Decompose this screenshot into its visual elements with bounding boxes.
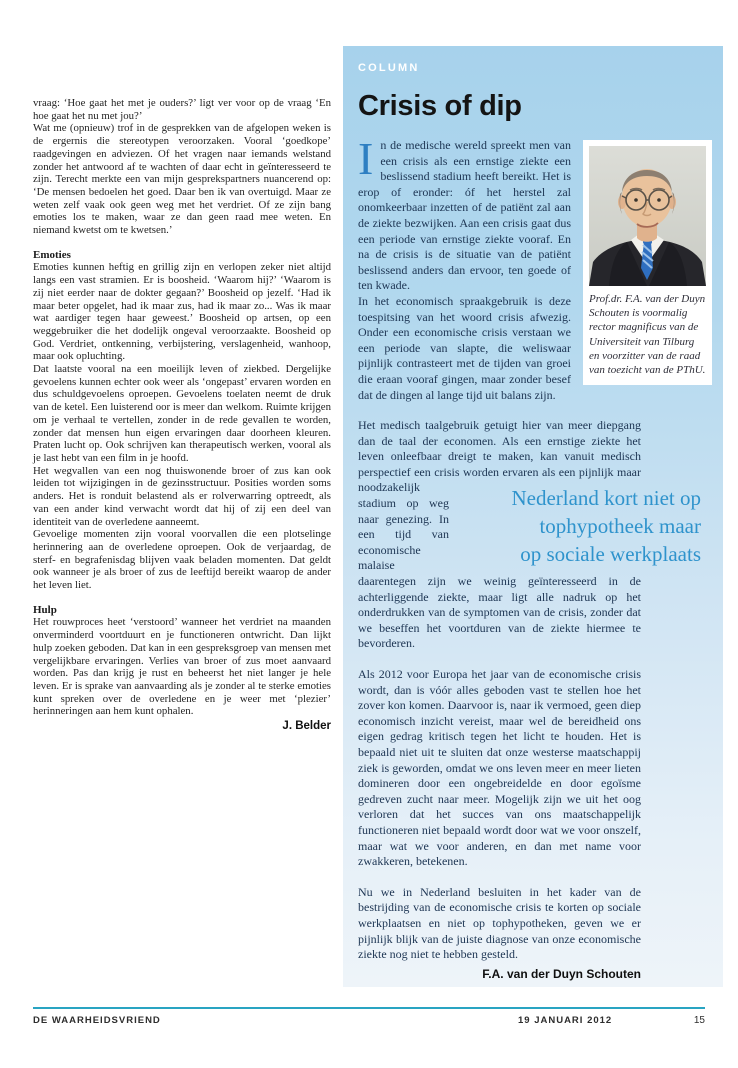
section-heading-emoties: Emoties: [33, 248, 71, 261]
column-body: [358, 133, 706, 982]
article-paragraph: Dat laatste vooral na een moeilijk leven of ziekbed. Dergelijke gevoelens kunnen echter ook weer als ‘ongepast’ ervaren worden en dus schuldgevoelens oproepen. Gevoelens toelaten neemt de druk van de ketel. Een luisterend oor is meer dan welkom. Ruimte krijgen om je verhaal te vertellen, zonder in de rede gevallen te worden, zonder dat mensen hun eigen ervaringen daar doorheen kleuren. Praten lucht op. Ook schrijven kan therapeutisch werken, vooral als je last hebt van een film in je hoofd.: [33, 363, 331, 464]
pull-quote-line: tophypotheek maar: [539, 514, 701, 539]
article-paragraph: Gevoelige momenten zijn vooral voorvallen die een plotselinge herinnering aan de overledene oproepen. Ook de verjaardag, de sterf- en begrafenisdag blijven vaak beladen momenten. Dat geldt ook wanneer je als broer of zus de leeftijd bereikt waarop de ander het leven liet.: [33, 528, 331, 592]
column-paragraph: Als 2012 voor Europa het jaar van de economische crisis wordt, dan is vóór alles geboden vast te stellen hoe het zover kon komen. Daarvoor is, naar ik vermoed, geen diep economisch inzicht vereist, maar wel de bereidheid ons eigen gedrag kritisch tegen het licht te houden. Het is bepaald niet uit te sluiten dat onze westerse maatschappij ziek is geworden, omdat we ons leven meer en meer lieten domineren door een ongebreidelde en door egoïsme gedreven zucht naar meer. Mogelijk zijn we uit het oog verloren dat het succes van ons maatschappelijk functioneren niet bepaald wordt door wat we voor onszelf, maar wat we voor anderen, en dan met name voor zwakkeren, betekenen.: [358, 667, 641, 869]
column-paragraph: Nu we in Nederland besluiten in het kader van de bestrijding van de economische crisis te korten op sociale werkplaatsen en niet op tophypotheken, geven we er pijnlijk blijk van de juiste diagnose van onze economische ziekte nog niet te hebben gesteld.: [358, 884, 641, 962]
column-paragraph: [358, 418, 701, 652]
author-photo-box: [583, 140, 712, 385]
column-title: Crisis of dip: [358, 90, 522, 122]
column-panel: [343, 46, 723, 987]
column-author: F.A. van der Duyn Schouten: [482, 966, 641, 981]
pull-quote-line: op sociale werkplaats: [520, 542, 701, 567]
article-paragraph: Het wegvallen van een nog thuiswonende broer of zus kan ook leiden tot wijzigingen in de gezinsstructuur. Posities worden soms anders. Het is ronduit belastend als er rolverwarring optreedt, als van een ander kind verwacht wordt dat hij of zij een deel van identiteit van de overledene aanneemt.: [33, 464, 331, 528]
left-article-column: [33, 97, 331, 733]
column-paragraph-text: n de medische wereld spreekt men van een crisis als een ernstige ziekte een beslissend stadium heeft bereikt. Het is erop of eronder: óf het herstel zal onomkeerbaar inzetten of de patiënt zal aan de ziekte bezwijken. Aan een crisis gaat dus een periode van ernstige ziekte vooraf. En na de crisis is de situatie van de patiënt beslissend anders dan ervoor, ten goede of ten kwade.: [358, 138, 571, 293]
pull-quote-line: Nederland kort niet op: [511, 486, 701, 511]
article-paragraph: Emoties kunnen heftig en grillig zijn en verlopen zeker niet altijd langs een vast stramien. Er is boosheid. ‘Waarom hij?’ ‘Waarom is zij niet eerder naar de dokter gegaan?’ Boosheid op jezelf. ‘Had ik maar beter opgelet, had ik maar zus, had ik maar zo... Was ik maar wat aardiger tegen haar geweest.’ Boosheid op artsen, op een weggebruiker die het dodelijk ongeval veroorzaakte. Boosheid op God. Verdriet, ontkenning, verbijstering, verslagenheid, wanhoop, maar ook opluchting.: [33, 261, 331, 363]
pull-quote: [463, 484, 701, 568]
column-paragraph-text: als een pijnlijk maar noodzakelijk stadium op weg naar genezing. In een tijd van economische malaise daarentegen zijn we weinig geïnteresseerd in de achterliggende ziekte, maar ligt alle nadruk op het onderdrukken van de symptomen van de crisis, zonder dat we beseffen het voortduren van de ziekte hiermee te bevorderen.: [358, 464, 642, 651]
footer-page-number: 15: [693, 1015, 705, 1026]
article-author: J. Belder: [282, 720, 331, 733]
section-heading-hulp: Hulp: [33, 603, 57, 616]
article-paragraph: Het rouwproces heet ‘verstoord’ wanneer het verdriet na maanden onverminderd voortduurt en je functioneren ontwricht. Dan lijkt hulp zoeken geboden. Dat kan in een gespreksgroep van mensen met vergelijkbare ervaringen. Verlies van broer of zus moet aanvaard worden. Pas dan krijg je rust en beheerst het niet langer je hele leven. Er is sprake van aanvaarding als je zonder al te sterke emoties kunt spreken over de overledene en je weer met ‘plezier’ herinneringen aan hem kunt ophalen.: [33, 616, 331, 718]
photo-caption: Prof.dr. F.A. van der Duyn Schouten is voormalig rector magnificus van de Universiteit van Tilburg en voorzitter van de raad van toezicht van de PThU.: [589, 293, 706, 377]
column-paragraph: In het economisch spraakgebruik is deze toespitsing van het woord crisis afwezig. Onder een economische crisis verstaan we een periode van slapte, die weliswaar pijnlijk contrasteert met de tijden van groei die eraan vooraf gingen, maar zonder besef dat de dingen al lange tijd uit balans zijn.: [358, 293, 571, 402]
drop-cap: I: [358, 133, 374, 184]
footer-publication-name: DE WAARHEIDSVRIEND: [33, 1015, 161, 1026]
article-paragraph: Wat me (opnieuw) trof in de gesprekken van de afgelopen weken is de ergernis die stereotypen veroorzaken. Vooral ‘goedkope’ raadgevingen en adviezen. Of het vragen naar iemands welstand zonder het antwoord af te wachten of daar echt in geïnteresseerd te zijn. Terecht merkte een van mijn gesprekspartners nuancerend op: ‘De mensen bedoelen het goed. Daar ben ik van overtuigd. Maar ze weten zelf vaak ook geen weg met het verdriet. Of ze zijn bang emoties los te maken, waar ze dan geen raad mee weten. En niemand kwetst om te kwetsen.’: [33, 122, 331, 237]
column-kicker: COLUMN: [358, 62, 420, 74]
article-paragraph: vraag: ‘Hoe gaat het met je ouders?’ ligt ver voor op de vraag ‘En hoe gaat het nu met jou?’: [33, 97, 331, 122]
footer-rule: [33, 1007, 705, 1009]
column-paragraph-text: Het medisch taalgebruik getuigt hier van meer diepgang dan de taal der economen. Als een ernstige ziekte het leven onleefbaar dreigt te maken, kan vanuit medisch perspectief een crisis worden ervaren: [358, 418, 641, 479]
author-portrait-photo: [589, 146, 706, 286]
footer-date: 19 JANUARI 2012: [518, 1015, 613, 1026]
